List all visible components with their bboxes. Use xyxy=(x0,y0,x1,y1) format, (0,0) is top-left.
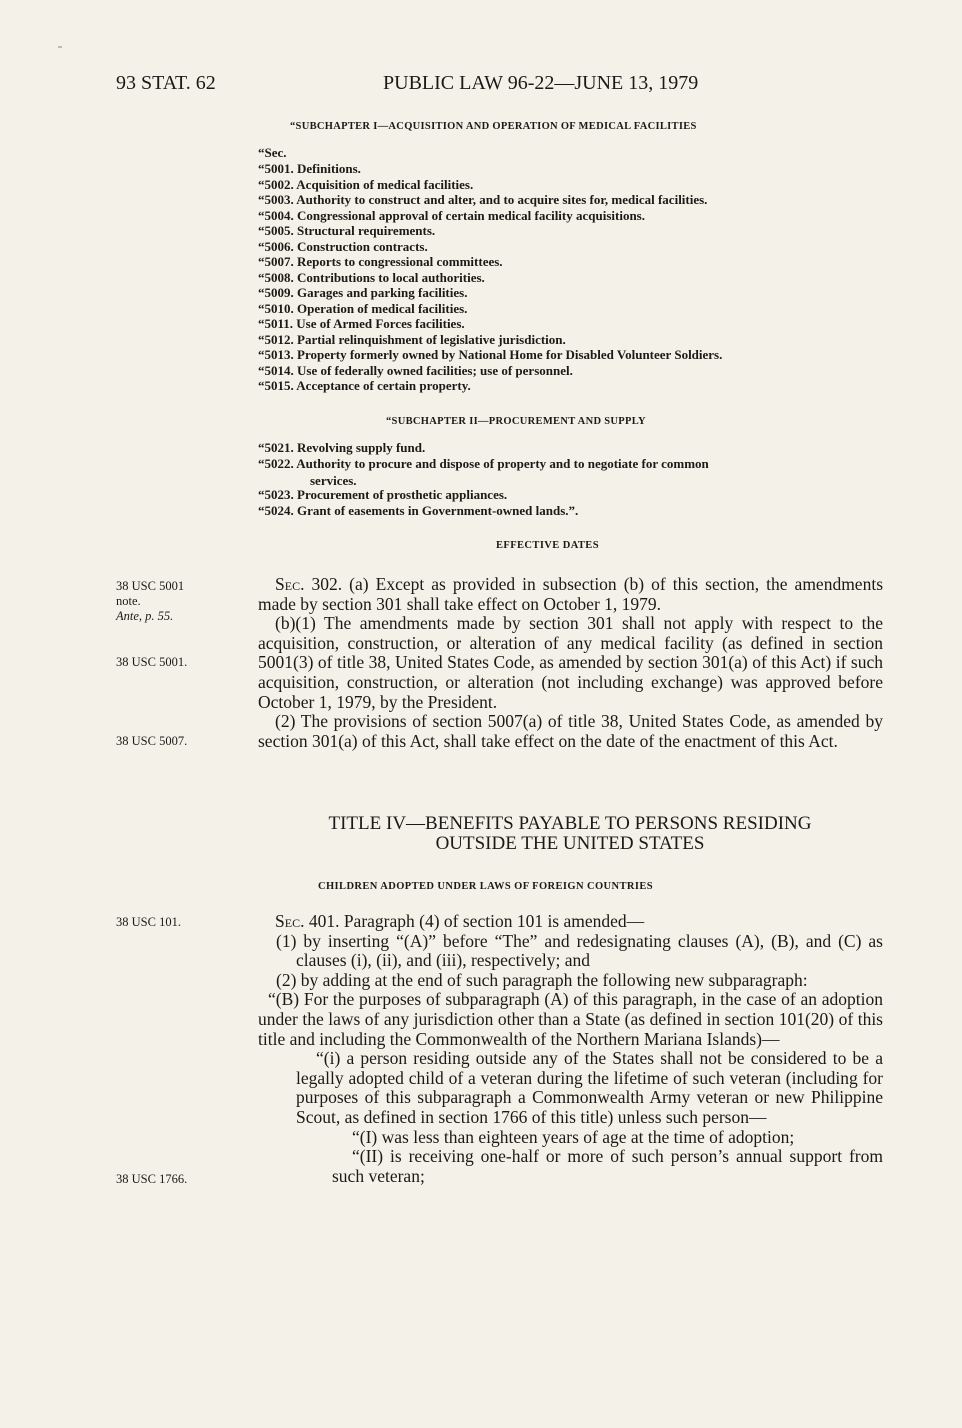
margin-citation: 38 USC 5001 xyxy=(116,579,185,593)
section-list-item: “5013. Property formerly owned by National Home for Disabled Volunteer Soldiers. xyxy=(258,347,723,362)
section-list-item: “5007. Reports to congressional committees. xyxy=(258,254,503,269)
section-list-item: “5002. Acquisition of medical facilities. xyxy=(258,176,474,192)
section-401-body xyxy=(258,912,883,1186)
item-II: “(II) is receiving one-half or more of such person’s annual support from such veteran; xyxy=(332,1146,883,1186)
page-mark xyxy=(58,46,62,48)
section-list-item: “5006. Construction contracts. xyxy=(258,238,428,254)
section-401-label: Sec. 401. xyxy=(275,911,340,931)
public-law-header: PUBLIC LAW 96-22—JUNE 13, 1979 xyxy=(383,72,699,94)
section-list-item: “5014. Use of federally owned facilities; use of personnel. xyxy=(258,362,573,378)
clause-1: (1) by inserting “(A)” before “The” and redesignating clauses (A), (B), and (C) as clauses (i), (ii), and (iii), respectively; and xyxy=(276,930,883,971)
margin-citation: 38 USC 5001. xyxy=(116,655,188,669)
clause-2: (2) by adding at the end of such paragraph the following new subparagraph: xyxy=(276,969,808,990)
effective-dates-body xyxy=(258,575,883,751)
margin-citation: 38 USC 5007. xyxy=(116,734,188,748)
section-list-item: “5015. Acceptance of certain property. xyxy=(258,378,471,393)
section-list-item-continuation: services. xyxy=(310,473,357,488)
title-iv-heading-line-1: TITLE IV—BENEFITS PAYABLE TO PERSONS RESIDING xyxy=(328,813,812,834)
section-list-item: “5009. Garages and parking facilities. xyxy=(258,285,468,300)
section-list-item: “5001. Definitions. xyxy=(258,161,361,176)
section-302-a xyxy=(258,575,883,614)
section-302-b1: (b)(1) The amendments made by section 301 shall not apply with respect to the acquisition, construction, or alteration of any medical facility (as defined in section 5001(3) of title 38, United States Code, as amended by section 301(a) of this Act) if such acquisition, construction, or alteration (not including exchange) was approved before October 1, 1979, by the President. xyxy=(258,613,883,712)
section-list-item: “5011. Use of Armed Forces facilities. xyxy=(258,316,465,331)
margin-citation: note. xyxy=(116,594,141,608)
margin-citation: 38 USC 1766. xyxy=(116,1172,188,1186)
section-list-item: “5004. Congressional approval of certain medical facility acquisitions. xyxy=(258,207,645,223)
subchapter-1-heading: “SUBCHAPTER I—ACQUISITION AND OPERATION OF MEDICAL FACILITIES xyxy=(290,121,697,132)
section-list-item: “5005. Structural requirements. xyxy=(258,223,436,238)
section-302-a-text: (a) Except as provided in subsection (b) of this section, the amendments made by section 301 shall take effect on October 1, 1979. xyxy=(258,574,883,614)
section-list-item: “5003. Authority to construct and alter, and to acquire sites for, medical facilities. xyxy=(258,192,708,207)
section-list-item: “5010. Operation of medical facilities. xyxy=(258,300,468,316)
section-401-intro xyxy=(258,912,883,932)
section-list-item: “5021. Revolving supply fund. xyxy=(258,440,426,455)
statute-page-number: 93 STAT. 62 xyxy=(116,72,216,94)
section-401-intro-text: Paragraph (4) of section 101 is amended— xyxy=(343,911,645,931)
section-302-label: Sec. 302. xyxy=(275,574,343,594)
item-i: “(i) a person residing outside any of the States shall not be considered to be a legally adopted child of a veteran during the lifetime of such veteran (including for purposes of this subparagraph a Commonwealth Army veteran or new Philippine Scout, as defined in section 1766 of this title) unless such person— xyxy=(296,1048,883,1127)
subchapter-2-heading: “SUBCHAPTER II—PROCUREMENT AND SUPPLY xyxy=(386,416,646,427)
effective-dates-heading: EFFECTIVE DATES xyxy=(496,540,599,551)
subparagraph-b: “(B) For the purposes of subparagraph (A) of this paragraph, in the case of an adoption under the laws of any jurisdiction other than a State (as defined in section 101(20) of this title and including the Commonwealth of the Northern Mariana Islands)— xyxy=(258,989,883,1049)
section-list-item: “5008. Contributions to local authorities. xyxy=(258,269,485,285)
children-adopted-heading: CHILDREN ADOPTED UNDER LAWS OF FOREIGN COUNTRIES xyxy=(318,881,654,892)
title-iv-heading-line-2: OUTSIDE THE UNITED STATES xyxy=(435,833,705,854)
margin-citation: 38 USC 101. xyxy=(116,915,181,929)
sec-label: “Sec. xyxy=(258,145,287,160)
section-list-item: “5023. Procurement of prosthetic appliances. xyxy=(258,487,508,502)
item-I: “(I) was less than eighteen years of age at the time of adoption; xyxy=(352,1126,795,1147)
section-302-b2: (2) The provisions of section 5007(a) of title 38, United States Code, as amended by section 301(a) of this Act, shall take effect on the date of the enactment of this Act. xyxy=(258,711,883,751)
section-list-item: “5024. Grant of easements in Government-owned lands.”. xyxy=(258,503,579,518)
section-list-item: “5022. Authority to procure and dispose of property and to negotiate for common xyxy=(258,456,709,471)
margin-citation: Ante, p. 55. xyxy=(116,609,174,623)
section-list-item: “5012. Partial relinquishment of legislative jurisdiction. xyxy=(258,331,566,347)
